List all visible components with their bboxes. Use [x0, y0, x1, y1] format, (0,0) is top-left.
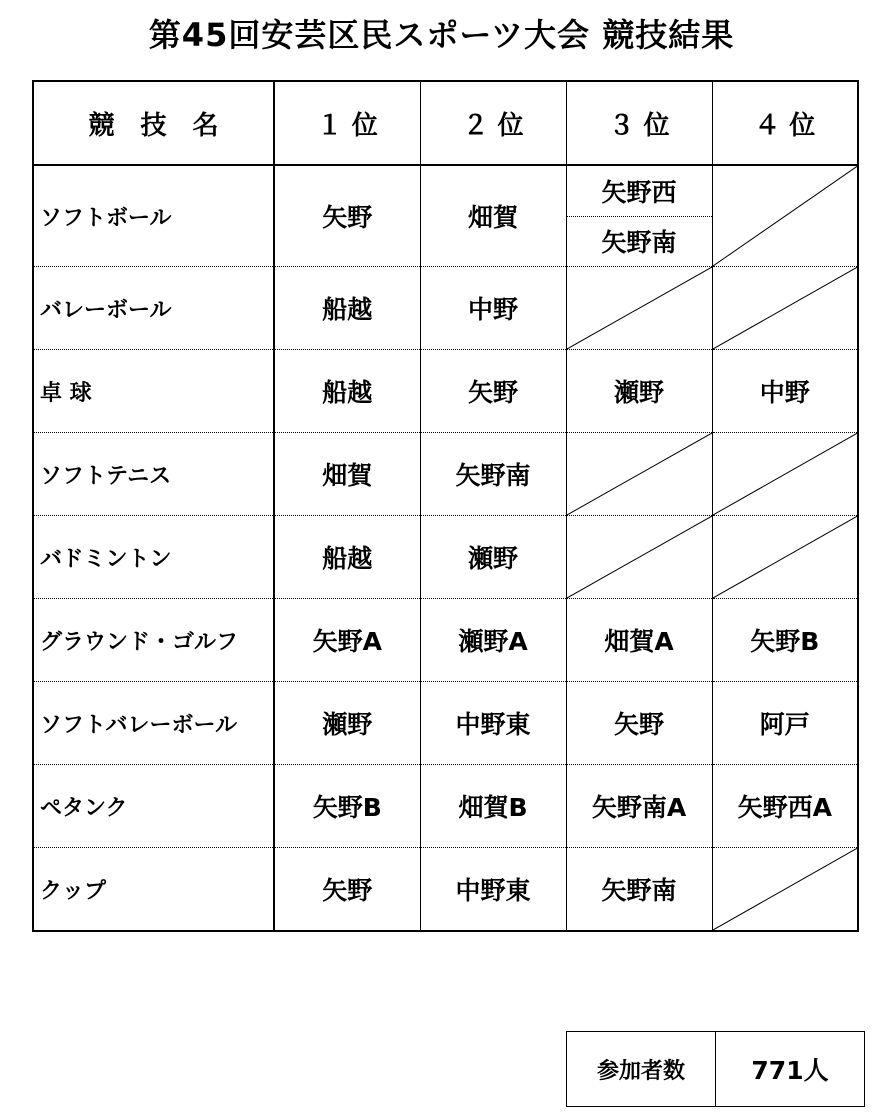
rank4-cell: 中野 — [712, 350, 858, 433]
event-name: バレーボール — [33, 267, 274, 350]
rank2-cell: 矢野 — [420, 350, 566, 433]
table-row — [33, 599, 858, 682]
rank3-cell: 矢野南A — [566, 765, 712, 848]
rank3-empty — [566, 433, 712, 516]
rank4-empty — [712, 848, 858, 932]
results-table — [32, 80, 859, 932]
table-row — [33, 765, 858, 848]
diagonal-line — [567, 433, 712, 515]
rank1-cell: 船越 — [274, 350, 420, 433]
header-rank3: ３ 位 — [566, 81, 712, 165]
rank2-cell: 瀬野 — [420, 516, 566, 599]
event-name: ソフトテニス — [33, 433, 274, 516]
rank4-cell: 矢野B — [712, 599, 858, 682]
rank4-empty — [712, 267, 858, 350]
event-name: クップ — [33, 848, 274, 932]
rank4-empty — [712, 516, 858, 599]
rank3-tie-b: 矢野南 — [601, 228, 677, 258]
rank2-cell: 瀬野A — [420, 599, 566, 682]
page-title: 第45回安芸区民スポーツ大会 競技結果 — [148, 16, 735, 54]
table-row — [33, 848, 858, 932]
rank1-cell: 船越 — [274, 267, 420, 350]
rank2-cell: 中野 — [420, 267, 566, 350]
event-name: 卓 球 — [33, 350, 274, 433]
rank3-cell: 矢野 — [566, 682, 712, 765]
table-row — [33, 516, 858, 599]
table-row — [33, 433, 858, 516]
rank1-cell: 矢野 — [274, 848, 420, 932]
rank3-empty — [566, 516, 712, 599]
event-name: ペタンク — [33, 765, 274, 848]
rank3-tie-a: 矢野西 — [567, 166, 712, 217]
rank2-cell: 畑賀B — [420, 765, 566, 848]
diagonal-line — [713, 433, 858, 515]
rank2-cell: 中野東 — [420, 848, 566, 932]
rank4-empty — [712, 433, 858, 516]
diagonal-line — [713, 267, 858, 349]
participants-count: 771人 — [716, 1032, 865, 1107]
rank3-cell: 矢野南 — [566, 848, 712, 932]
diagonal-line — [713, 166, 858, 266]
rank2-cell: 矢野南 — [420, 433, 566, 516]
rank1-cell: 矢野B — [274, 765, 420, 848]
rank3-cell: 畑賀A — [566, 599, 712, 682]
rank1-cell: 船越 — [274, 516, 420, 599]
participants-box — [566, 1031, 865, 1107]
rank1-cell: 矢野 — [274, 165, 420, 267]
event-name: ソフトボール — [33, 165, 274, 267]
rank2-cell: 中野東 — [420, 682, 566, 765]
rank4-cell: 阿戸 — [712, 682, 858, 765]
event-name: バドミントン — [33, 516, 274, 599]
rank1-cell: 瀬野 — [274, 682, 420, 765]
event-name: グラウンド・ゴルフ — [33, 599, 274, 682]
diagonal-line — [567, 516, 712, 598]
rank3-empty — [566, 267, 712, 350]
diagonal-line — [567, 267, 712, 349]
rank3-cell — [566, 165, 712, 267]
header-rank4: ４ 位 — [712, 81, 858, 165]
diagonal-line — [713, 848, 858, 930]
rank4-cell: 矢野西A — [712, 765, 858, 848]
rank4-empty — [712, 165, 858, 267]
participants-label: 参加者数 — [567, 1032, 716, 1107]
table-row — [33, 682, 858, 765]
rank1-cell: 矢野A — [274, 599, 420, 682]
table-row — [33, 350, 858, 433]
rank3-cell: 瀬野 — [566, 350, 712, 433]
header-rank1: １ 位 — [274, 81, 420, 165]
rank2-cell: 畑賀 — [420, 165, 566, 267]
header-row — [33, 81, 858, 165]
header-rank2: ２ 位 — [420, 81, 566, 165]
rank1-cell: 畑賀 — [274, 433, 420, 516]
event-name: ソフトバレーボール — [33, 682, 274, 765]
table-row — [33, 267, 858, 350]
table-row — [33, 165, 858, 267]
diagonal-line — [713, 516, 858, 598]
header-event: 競 技 名 — [33, 81, 274, 165]
